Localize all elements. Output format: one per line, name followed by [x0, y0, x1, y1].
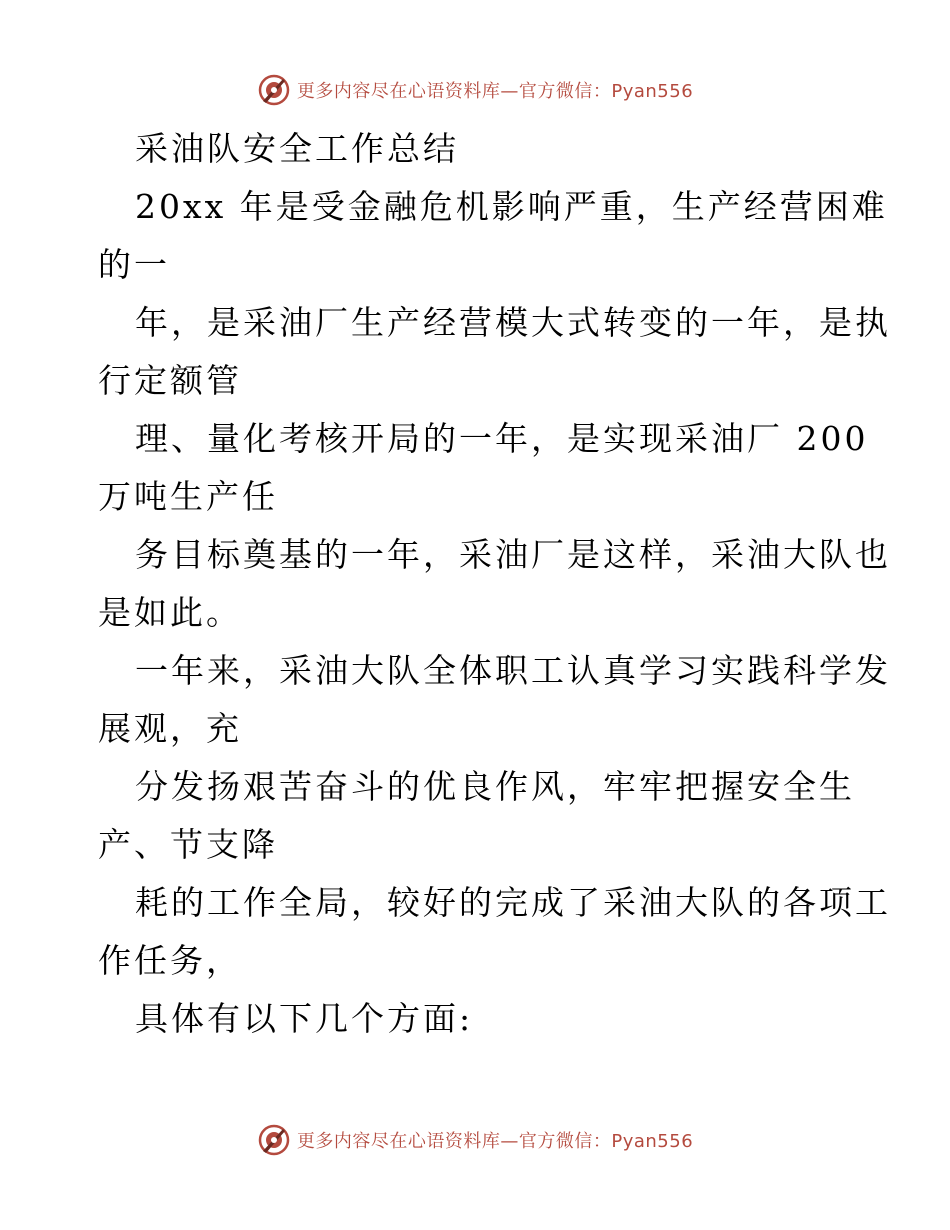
- paragraph-line: 务目标奠基的一年，采油厂是这样，采油大队也: [135, 535, 891, 574]
- footer-banner-text: 更多内容尽在心语资料库—官方微信：Pyan556: [296, 1131, 694, 1152]
- paragraph-line: 产、节支降: [98, 825, 278, 864]
- footer-banner: [0, 1120, 950, 1160]
- document-title: 采油队安全工作总结: [135, 129, 459, 168]
- paragraph-line: 万吨生产任: [98, 477, 278, 516]
- paragraph-line: 是如此。: [98, 593, 242, 632]
- document-body: [98, 120, 891, 1048]
- header-banner: [0, 70, 950, 110]
- quill-seal-icon: [257, 73, 291, 107]
- paragraph-line: 展观，充: [98, 709, 242, 748]
- paragraph-line: 的一: [98, 245, 170, 284]
- paragraph-line: 分发扬艰苦奋斗的优良作风，牢牢把握安全生: [135, 767, 855, 806]
- paragraph-line: 具体有以下几个方面:: [135, 999, 474, 1038]
- paragraph-line: 行定额管: [98, 361, 242, 400]
- paragraph-line: 年，是采油厂生产经营模大式转变的一年，是执: [135, 303, 891, 342]
- paragraph-line: 理、量化考核开局的一年，是实现采油厂 200: [135, 419, 869, 458]
- paragraph-line: 一年来，采油大队全体职工认真学习实践科学发: [135, 651, 891, 690]
- quill-seal-icon: [257, 1123, 291, 1157]
- paragraph-line: 作任务，: [98, 941, 242, 980]
- paragraph-line: 耗的工作全局，较好的完成了采油大队的各项工: [135, 883, 891, 922]
- paragraph-line: 20xx 年是受金融危机影响严重，生产经营困难: [135, 187, 888, 226]
- header-banner-text: 更多内容尽在心语资料库—官方微信：Pyan556: [296, 81, 694, 102]
